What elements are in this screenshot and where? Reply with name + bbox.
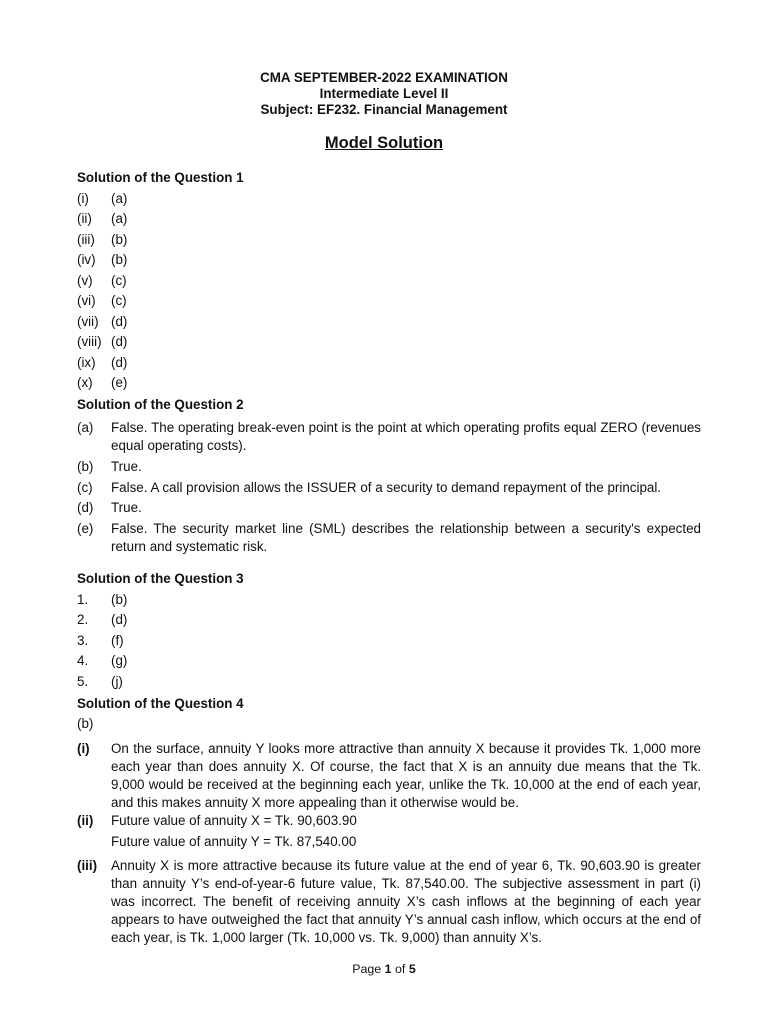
exam-title: CMA SEPTEMBER-2022 EXAMINATION bbox=[260, 70, 508, 85]
q1-heading: Solution of the Question 1 bbox=[77, 170, 244, 185]
q3-item-answer: (b) bbox=[111, 592, 128, 607]
q1-item-answer: (a) bbox=[111, 191, 128, 206]
q2-item-text: False. The operating break-even point is the point at which operating profits equal ZERO (revenues equal operating costs). bbox=[111, 420, 701, 453]
q3-item-answer: (g) bbox=[111, 653, 128, 668]
q3-item-answer: (j) bbox=[111, 674, 123, 689]
q3-item-label: 2. bbox=[77, 612, 89, 627]
q3-item-answer: (f) bbox=[111, 633, 124, 648]
q1-item-label: (ii) bbox=[77, 211, 92, 226]
q2-item-text: False. A call provision allows the ISSUER of a security to demand repayment of the principal. bbox=[111, 480, 662, 495]
q2-item-label: (d) bbox=[77, 500, 94, 515]
page-of: of bbox=[395, 962, 406, 976]
q1-item-answer: (b) bbox=[111, 232, 128, 247]
q1-item-answer: (c) bbox=[111, 273, 127, 288]
q1-item-answer: (c) bbox=[111, 293, 127, 308]
page-footer bbox=[0, 962, 768, 976]
q3-item-label: 5. bbox=[77, 674, 89, 689]
q1-item-answer: (d) bbox=[111, 314, 128, 329]
q4-item-fv-x: Future value of annuity X = Tk. 90,603.90 bbox=[111, 813, 357, 828]
page-label: Page bbox=[352, 962, 382, 976]
q2-heading: Solution of the Question 2 bbox=[77, 397, 244, 412]
q1-item-label: (iii) bbox=[77, 232, 95, 247]
q4-item-text: Annuity X is more attractive because its future value at the end of year 6, Tk. 90,603.90 is greater than annuity Y’s end-of-year-6 future value, Tk. 87,540.00. The subjective assessment in part (i) was incorrect. The benefit of receiving annuity X’s cash inflows at the beginning of each year appears to have outweighed the fact that annuity Y’s annual cash inflow, which occurs at the end of each year, is Tk. 1,000 larger (Tk. 10,000 vs. Tk. 9,000) than annuity X’s. bbox=[111, 858, 701, 945]
q4-item-label: (iii) bbox=[77, 858, 98, 873]
q1-item-label: (viii) bbox=[77, 334, 102, 349]
q1-item-answer: (b) bbox=[111, 252, 128, 267]
q2-item-text: True. bbox=[111, 459, 142, 474]
q2-item-label: (e) bbox=[77, 521, 94, 536]
q3-item-answer: (d) bbox=[111, 612, 128, 627]
q4-item-text: On the surface, annuity Y looks more attractive than annuity X because it provides Tk. 1,000 more each year than does annuity X. Of course, the fact that X is an annuity due means that the Tk. 9,000 would be received at the beginning each year, unlike the Tk. 10,000 at the end of each year, and this makes annuity X more appealing than it otherwise would be. bbox=[111, 741, 701, 810]
q1-item-answer: (d) bbox=[111, 355, 128, 370]
q1-item-label: (ix) bbox=[77, 355, 96, 370]
q2-item-label: (c) bbox=[77, 480, 93, 495]
q1-item-label: (i) bbox=[77, 191, 89, 206]
q3-item-label: 3. bbox=[77, 633, 89, 648]
q1-item-answer: (d) bbox=[111, 334, 128, 349]
q1-item-answer: (e) bbox=[111, 375, 128, 390]
q2-item-text: True. bbox=[111, 500, 142, 515]
q1-item-label: (vii) bbox=[77, 314, 99, 329]
page-current: 1 bbox=[384, 962, 392, 976]
q2-item-label: (b) bbox=[77, 459, 94, 474]
q4-item-label: (i) bbox=[77, 741, 90, 756]
q4-item-fv-y: Future value of annuity Y = Tk. 87,540.00 bbox=[111, 834, 357, 849]
q3-item-label: 4. bbox=[77, 653, 89, 668]
q4-heading: Solution of the Question 4 bbox=[77, 696, 244, 711]
page-total: 5 bbox=[408, 962, 416, 976]
q3-heading: Solution of the Question 3 bbox=[77, 571, 244, 586]
q1-item-label: (x) bbox=[77, 375, 93, 390]
q2-item-label: (a) bbox=[77, 420, 94, 435]
q4-part-label: (b) bbox=[77, 716, 94, 731]
q4-item-label: (ii) bbox=[77, 813, 94, 828]
q2-item-text: False. The security market line (SML) describes the relationship between a security's expected return and systematic risk. bbox=[111, 521, 701, 554]
q1-item-answer: (a) bbox=[111, 211, 128, 226]
exam-level: Intermediate Level II bbox=[319, 86, 449, 101]
q1-item-label: (vi) bbox=[77, 293, 96, 308]
page-title: Model Solution bbox=[324, 134, 444, 152]
q1-item-label: (v) bbox=[77, 273, 93, 288]
q1-item-label: (iv) bbox=[77, 252, 96, 267]
q3-item-label: 1. bbox=[77, 592, 89, 607]
exam-subject: Subject: EF232. Financial Management bbox=[260, 102, 508, 117]
